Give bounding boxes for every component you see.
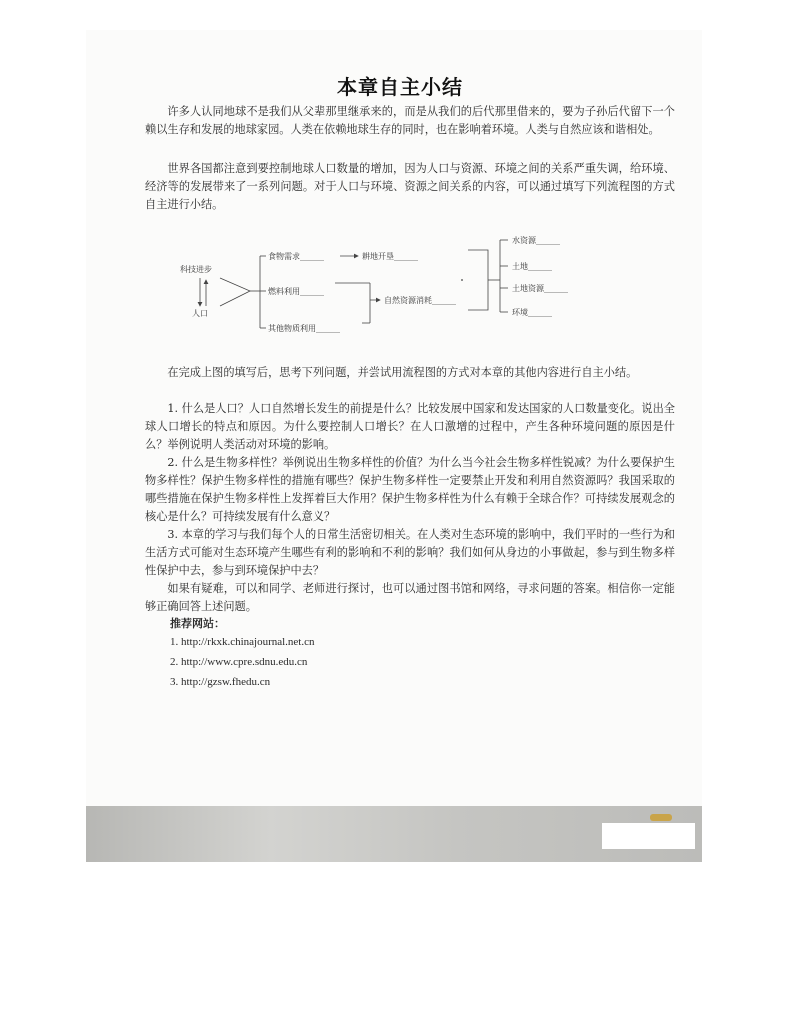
flow-water: 水资源______: [512, 236, 560, 245]
flow-tech-progress: 科技进步: [180, 265, 212, 274]
intro-paragraph: 许多人认同地球不是我们从父辈那里继承来的，而是从我们的后代那里借来的，要为子孙后代留下一个赖以生存和发展的地球家园。人类在依赖地球生存的同时，也在影响着环境。人类与自然应该和谐相处。: [145, 105, 675, 136]
site-link-2: 2. http://www.cpre.sdnu.edu.cn: [170, 656, 308, 668]
site-link-3: 3. http://gzsw.fhedu.cn: [170, 676, 271, 688]
page-title: 本章自主小结: [337, 75, 463, 100]
question-1: 1. 什么是人口？人口自然增长发生的前提是什么？比较发展中国家和发达国家的人口数量变化。说出全球人口增长的特点和原因。为什么要控制人口增长？在人口激增的过程中，产生各种环境问题的原因是什么？举例说明人类活动对环境的影响。: [145, 402, 675, 451]
flowchart: [170, 228, 650, 338]
flow-other-material: 其他物质利用______: [268, 324, 340, 333]
flow-resource-consumption: 自然资源消耗______: [384, 296, 456, 305]
page-number-box: [602, 823, 695, 849]
footer-ornament: [650, 814, 672, 821]
flow-farmland: 耕地开垦______: [362, 252, 418, 261]
followup-paragraph: 在完成上图的填写后，思考下列问题，并尝试用流程图的方式对本章的其他内容进行自主小结。: [167, 366, 638, 379]
flow-chevron: [220, 278, 250, 306]
flow-food-demand: 食物需求______: [268, 252, 324, 261]
site-link-1: 1. http://rkxk.chinajournal.net.cn: [170, 636, 315, 648]
recommended-sites-heading: 推荐网站：: [170, 617, 225, 630]
question-3: 3. 本章的学习与我们每个人的日常生活密切相关。在人类对生态环境的影响中，我们平时的一些行为和生活方式可能对生态环境产生哪些有利的影响和不利的影响？我们如何从身边的小事做起，参与到生物多样性保护中去，参与到环境保护中去？: [145, 528, 675, 577]
question-2: 2. 什么是生物多样性？举例说出生物多样性的价值？为什么当今社会生物多样性锐减？为什么要保护生物多样性？保护生物多样性的措施有哪些？保护生物多样性一定要禁止开发和利用自然资源吗？我国采取的哪些措施在保护生物多样性上发挥着巨大作用？保护生物多样性为什么有赖于全球合作？可持续发展观念的核心是什么？可持续发展有什么意义？: [145, 456, 675, 523]
flow-population: 人口: [192, 309, 208, 318]
flow-environment: 环境______: [512, 308, 552, 317]
flow-land-resource: 土地资源______: [512, 284, 568, 293]
instruction-paragraph: 世界各国都注意到要控制地球人口数量的增加，因为人口与资源、环境之间的关系严重失调，给环境、经济等的发展带来了一系列问题。对于人口与环境、资源之间关系的内容，可以通过填写下列流程图的方式自主进行小结。: [145, 162, 675, 211]
closing-paragraph: 如果有疑难，可以和同学、老师进行探讨，也可以通过图书馆和网络，寻求问题的答案。相信你一定能够正确回答上述问题。: [145, 582, 675, 613]
flow-fuel-use: 燃料利用______: [268, 287, 324, 296]
flow-bracket-right-outer: [468, 250, 488, 310]
flow-land: 土地______: [512, 262, 552, 271]
